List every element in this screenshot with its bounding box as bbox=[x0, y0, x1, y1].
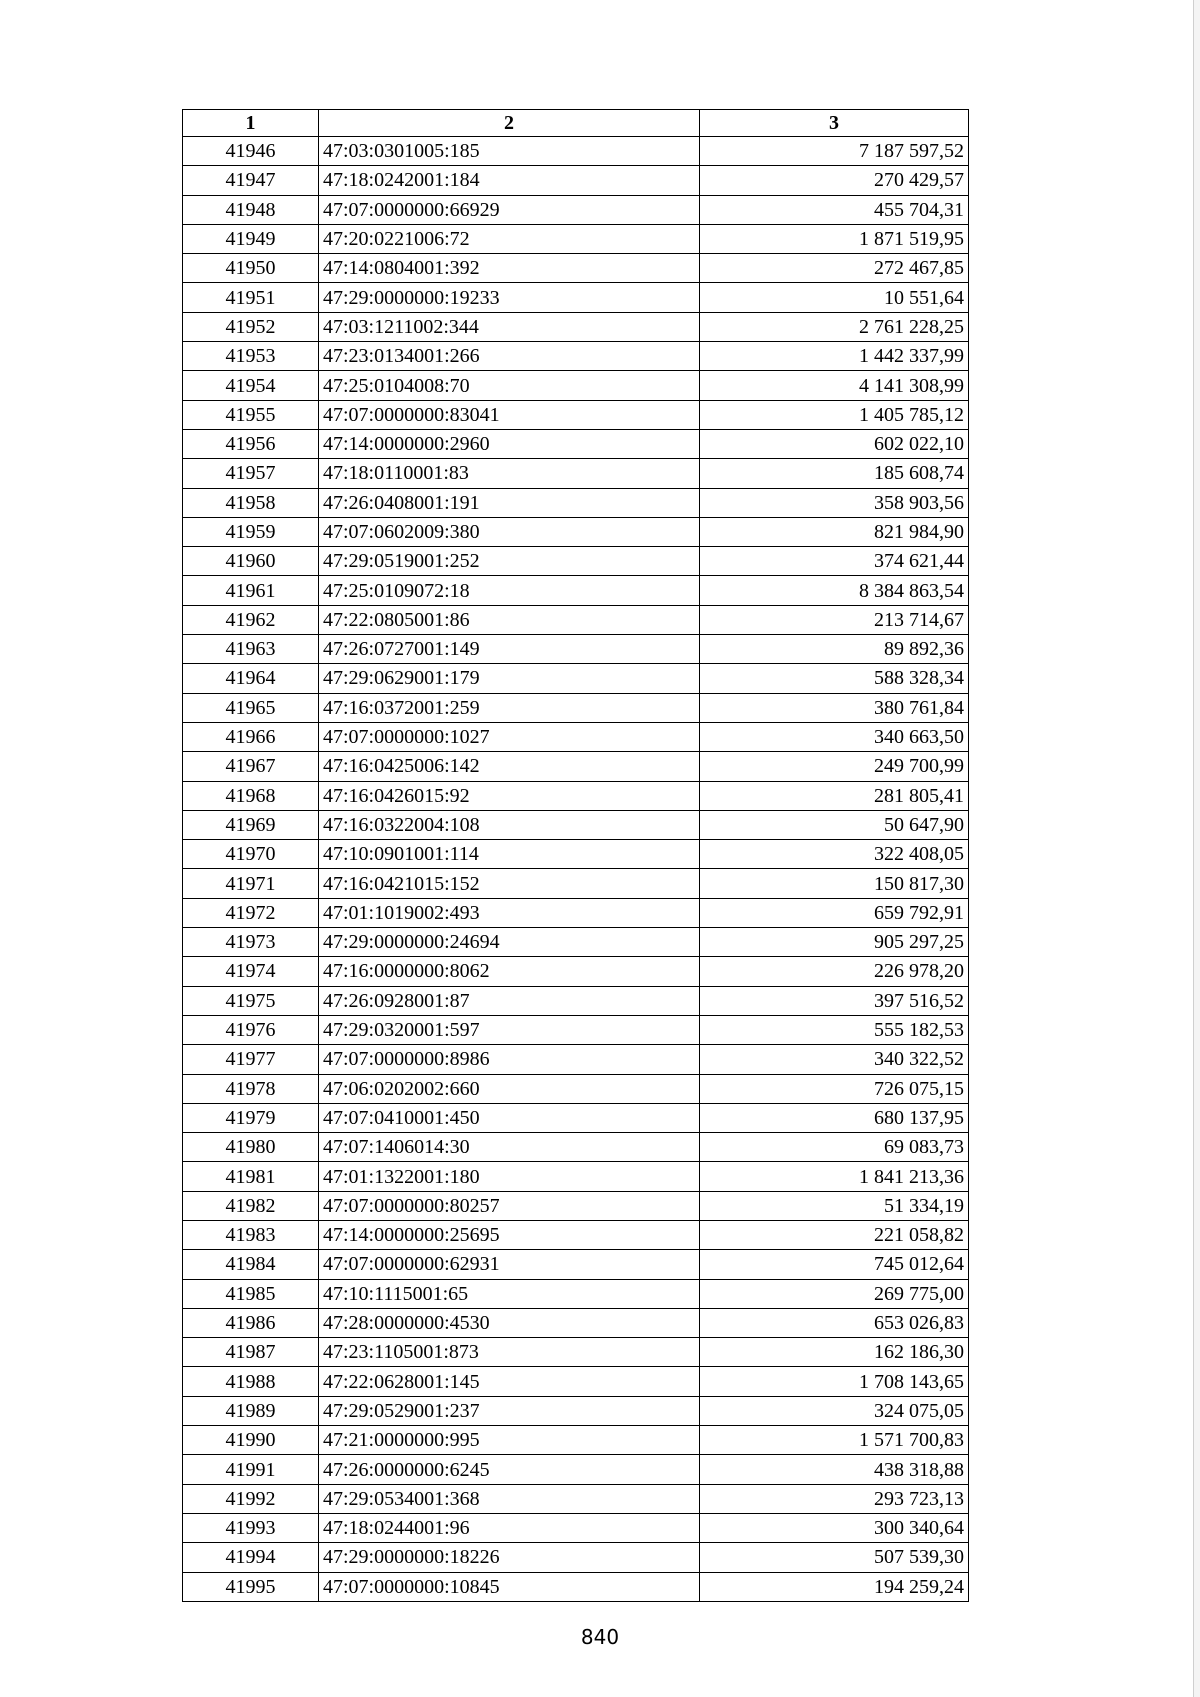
cadastral-number: 47:14:0000000:2960 bbox=[319, 429, 700, 458]
row-number: 41969 bbox=[183, 810, 319, 839]
column-header-1: 1 bbox=[183, 110, 319, 137]
row-number: 41991 bbox=[183, 1455, 319, 1484]
table-row bbox=[183, 781, 969, 810]
cadastral-value: 194 259,24 bbox=[700, 1572, 969, 1601]
row-number: 41958 bbox=[183, 488, 319, 517]
row-number: 41980 bbox=[183, 1133, 319, 1162]
table-row bbox=[183, 1045, 969, 1074]
table-row bbox=[183, 840, 969, 869]
cadastral-value: 555 182,53 bbox=[700, 1015, 969, 1044]
table-row bbox=[183, 283, 969, 312]
cadastral-number: 47:26:0928001:87 bbox=[319, 986, 700, 1015]
row-number: 41954 bbox=[183, 371, 319, 400]
table-header bbox=[183, 110, 969, 137]
cadastral-value: 1 571 700,83 bbox=[700, 1426, 969, 1455]
table-row bbox=[183, 605, 969, 634]
cadastral-value: 272 467,85 bbox=[700, 254, 969, 283]
cadastral-value: 340 663,50 bbox=[700, 722, 969, 751]
table-row bbox=[183, 1103, 969, 1132]
cadastral-value: 4 141 308,99 bbox=[700, 371, 969, 400]
cadastral-value: 905 297,25 bbox=[700, 928, 969, 957]
table-row bbox=[183, 547, 969, 576]
cadastral-value: 269 775,00 bbox=[700, 1279, 969, 1308]
row-number: 41968 bbox=[183, 781, 319, 810]
row-number: 41956 bbox=[183, 429, 319, 458]
row-number: 41988 bbox=[183, 1367, 319, 1396]
cadastral-number: 47:29:0529001:237 bbox=[319, 1396, 700, 1425]
cadastral-number: 47:10:0901001:114 bbox=[319, 840, 700, 869]
table-row bbox=[183, 928, 969, 957]
cadastral-value: 380 761,84 bbox=[700, 693, 969, 722]
table-row bbox=[183, 898, 969, 927]
row-number: 41953 bbox=[183, 342, 319, 371]
table-row bbox=[183, 1074, 969, 1103]
column-header-2: 2 bbox=[319, 110, 700, 137]
row-number: 41985 bbox=[183, 1279, 319, 1308]
cadastral-number: 47:16:0421015:152 bbox=[319, 869, 700, 898]
table-row bbox=[183, 1543, 969, 1572]
cadastral-value: 281 805,41 bbox=[700, 781, 969, 810]
table-row bbox=[183, 254, 969, 283]
cadastral-number: 47:25:0104008:70 bbox=[319, 371, 700, 400]
cadastral-number: 47:16:0426015:92 bbox=[319, 781, 700, 810]
cadastral-value: 249 700,99 bbox=[700, 752, 969, 781]
cadastral-value: 51 334,19 bbox=[700, 1191, 969, 1220]
table-row bbox=[183, 1308, 969, 1337]
row-number: 41964 bbox=[183, 664, 319, 693]
data-table bbox=[182, 109, 969, 1602]
row-number: 41973 bbox=[183, 928, 319, 957]
table-row bbox=[183, 195, 969, 224]
table-row bbox=[183, 1426, 969, 1455]
row-number: 41982 bbox=[183, 1191, 319, 1220]
cadastral-value: 726 075,15 bbox=[700, 1074, 969, 1103]
cadastral-number: 47:16:0000000:8062 bbox=[319, 957, 700, 986]
cadastral-value: 588 328,34 bbox=[700, 664, 969, 693]
row-number: 41981 bbox=[183, 1162, 319, 1191]
cadastral-value: 659 792,91 bbox=[700, 898, 969, 927]
cadastral-number: 47:07:0000000:80257 bbox=[319, 1191, 700, 1220]
cadastral-number: 47:22:0628001:145 bbox=[319, 1367, 700, 1396]
row-number: 41946 bbox=[183, 137, 319, 166]
cadastral-value: 1 708 143,65 bbox=[700, 1367, 969, 1396]
header-row bbox=[183, 110, 969, 137]
cadastral-number: 47:20:0221006:72 bbox=[319, 224, 700, 253]
table-row bbox=[183, 488, 969, 517]
row-number: 41970 bbox=[183, 840, 319, 869]
cadastral-value: 7 187 597,52 bbox=[700, 137, 969, 166]
cadastral-number: 47:07:0410001:450 bbox=[319, 1103, 700, 1132]
cadastral-value: 162 186,30 bbox=[700, 1338, 969, 1367]
row-number: 41962 bbox=[183, 605, 319, 634]
table-row bbox=[183, 869, 969, 898]
cadastral-value: 213 714,67 bbox=[700, 605, 969, 634]
row-number: 41961 bbox=[183, 576, 319, 605]
cadastral-value: 2 761 228,25 bbox=[700, 312, 969, 341]
row-number: 41987 bbox=[183, 1338, 319, 1367]
cadastral-value: 653 026,83 bbox=[700, 1308, 969, 1337]
cadastral-value: 745 012,64 bbox=[700, 1250, 969, 1279]
cadastral-value: 340 322,52 bbox=[700, 1045, 969, 1074]
row-number: 41950 bbox=[183, 254, 319, 283]
table-row bbox=[183, 312, 969, 341]
cadastral-number: 47:07:0000000:66929 bbox=[319, 195, 700, 224]
cadastral-value: 1 841 213,36 bbox=[700, 1162, 969, 1191]
page-edge bbox=[1193, 0, 1200, 1697]
row-number: 41975 bbox=[183, 986, 319, 1015]
table-row bbox=[183, 722, 969, 751]
row-number: 41957 bbox=[183, 459, 319, 488]
cadastral-value: 438 318,88 bbox=[700, 1455, 969, 1484]
table-row bbox=[183, 1396, 969, 1425]
cadastral-number: 47:28:0000000:4530 bbox=[319, 1308, 700, 1337]
cadastral-number: 47:16:0372001:259 bbox=[319, 693, 700, 722]
cadastral-number: 47:26:0000000:6245 bbox=[319, 1455, 700, 1484]
row-number: 41955 bbox=[183, 400, 319, 429]
cadastral-value: 185 608,74 bbox=[700, 459, 969, 488]
row-number: 41972 bbox=[183, 898, 319, 927]
row-number: 41995 bbox=[183, 1572, 319, 1601]
row-number: 41976 bbox=[183, 1015, 319, 1044]
cadastral-number: 47:29:0000000:24694 bbox=[319, 928, 700, 957]
cadastral-number: 47:25:0109072:18 bbox=[319, 576, 700, 605]
cadastral-number: 47:16:0322004:108 bbox=[319, 810, 700, 839]
cadastral-value: 50 647,90 bbox=[700, 810, 969, 839]
page-number: 840 bbox=[580, 1625, 620, 1649]
cadastral-number: 47:07:0000000:10845 bbox=[319, 1572, 700, 1601]
table-row bbox=[183, 224, 969, 253]
cadastral-value: 680 137,95 bbox=[700, 1103, 969, 1132]
cadastral-value: 150 817,30 bbox=[700, 869, 969, 898]
cadastral-number: 47:01:1322001:180 bbox=[319, 1162, 700, 1191]
cadastral-number: 47:07:0000000:1027 bbox=[319, 722, 700, 751]
table-row bbox=[183, 664, 969, 693]
row-number: 41984 bbox=[183, 1250, 319, 1279]
cadastral-value: 374 621,44 bbox=[700, 547, 969, 576]
cadastral-value: 602 022,10 bbox=[700, 429, 969, 458]
cadastral-value: 10 551,64 bbox=[700, 283, 969, 312]
cadastral-number: 47:07:0602009:380 bbox=[319, 517, 700, 546]
cadastral-number: 47:23:0134001:266 bbox=[319, 342, 700, 371]
table-row bbox=[183, 429, 969, 458]
table-row bbox=[183, 400, 969, 429]
cadastral-value: 1 442 337,99 bbox=[700, 342, 969, 371]
row-number: 41963 bbox=[183, 635, 319, 664]
row-number: 41974 bbox=[183, 957, 319, 986]
cadastral-value: 507 539,30 bbox=[700, 1543, 969, 1572]
row-number: 41960 bbox=[183, 547, 319, 576]
row-number: 41983 bbox=[183, 1220, 319, 1249]
cadastral-value: 397 516,52 bbox=[700, 986, 969, 1015]
cadastral-number: 47:29:0320001:597 bbox=[319, 1015, 700, 1044]
table-row bbox=[183, 137, 969, 166]
cadastral-value: 69 083,73 bbox=[700, 1133, 969, 1162]
cadastral-number: 47:18:0244001:96 bbox=[319, 1513, 700, 1542]
table-row bbox=[183, 371, 969, 400]
row-number: 41990 bbox=[183, 1426, 319, 1455]
cadastral-value: 324 075,05 bbox=[700, 1396, 969, 1425]
table-row bbox=[183, 576, 969, 605]
table-row bbox=[183, 1220, 969, 1249]
cadastral-value: 1 405 785,12 bbox=[700, 400, 969, 429]
table-row bbox=[183, 1133, 969, 1162]
table-row bbox=[183, 1162, 969, 1191]
row-number: 41971 bbox=[183, 869, 319, 898]
table-row bbox=[183, 986, 969, 1015]
column-header-3: 3 bbox=[700, 110, 969, 137]
cadastral-number: 47:07:0000000:62931 bbox=[319, 1250, 700, 1279]
table-row bbox=[183, 693, 969, 722]
cadastral-number: 47:29:0000000:19233 bbox=[319, 283, 700, 312]
cadastral-value: 89 892,36 bbox=[700, 635, 969, 664]
table-row bbox=[183, 957, 969, 986]
row-number: 41967 bbox=[183, 752, 319, 781]
table-row bbox=[183, 1279, 969, 1308]
cadastral-value: 270 429,57 bbox=[700, 166, 969, 195]
row-number: 41979 bbox=[183, 1103, 319, 1132]
table-row bbox=[183, 635, 969, 664]
table-row bbox=[183, 1484, 969, 1513]
cadastral-number: 47:07:1406014:30 bbox=[319, 1133, 700, 1162]
row-number: 41992 bbox=[183, 1484, 319, 1513]
table-row bbox=[183, 1572, 969, 1601]
cadastral-value: 293 723,13 bbox=[700, 1484, 969, 1513]
row-number: 41978 bbox=[183, 1074, 319, 1103]
table-row bbox=[183, 517, 969, 546]
cadastral-number: 47:26:0408001:191 bbox=[319, 488, 700, 517]
table-row bbox=[183, 1455, 969, 1484]
table-row bbox=[183, 1367, 969, 1396]
cadastral-value: 821 984,90 bbox=[700, 517, 969, 546]
row-number: 41947 bbox=[183, 166, 319, 195]
cadastral-number: 47:29:0000000:18226 bbox=[319, 1543, 700, 1572]
row-number: 41959 bbox=[183, 517, 319, 546]
cadastral-number: 47:29:0519001:252 bbox=[319, 547, 700, 576]
cadastral-number: 47:29:0629001:179 bbox=[319, 664, 700, 693]
row-number: 41986 bbox=[183, 1308, 319, 1337]
cadastral-value: 455 704,31 bbox=[700, 195, 969, 224]
cadastral-number: 47:18:0110001:83 bbox=[319, 459, 700, 488]
cadastral-number: 47:21:0000000:995 bbox=[319, 1426, 700, 1455]
cadastral-number: 47:14:0000000:25695 bbox=[319, 1220, 700, 1249]
cadastral-value: 322 408,05 bbox=[700, 840, 969, 869]
row-number: 41989 bbox=[183, 1396, 319, 1425]
cadastral-value: 8 384 863,54 bbox=[700, 576, 969, 605]
row-number: 41977 bbox=[183, 1045, 319, 1074]
cadastral-value: 300 340,64 bbox=[700, 1513, 969, 1542]
table-row bbox=[183, 810, 969, 839]
table-row bbox=[183, 166, 969, 195]
cadastral-value: 221 058,82 bbox=[700, 1220, 969, 1249]
cadastral-number: 47:18:0242001:184 bbox=[319, 166, 700, 195]
cadastral-value: 1 871 519,95 bbox=[700, 224, 969, 253]
table-row bbox=[183, 752, 969, 781]
cadastral-number: 47:14:0804001:392 bbox=[319, 254, 700, 283]
cadastral-number: 47:07:0000000:8986 bbox=[319, 1045, 700, 1074]
row-number: 41965 bbox=[183, 693, 319, 722]
table-row bbox=[183, 342, 969, 371]
cadastral-number: 47:29:0534001:368 bbox=[319, 1484, 700, 1513]
table-row bbox=[183, 1015, 969, 1044]
cadastral-number: 47:03:1211002:344 bbox=[319, 312, 700, 341]
row-number: 41951 bbox=[183, 283, 319, 312]
cadastral-number: 47:16:0425006:142 bbox=[319, 752, 700, 781]
cadastral-value: 226 978,20 bbox=[700, 957, 969, 986]
row-number: 41952 bbox=[183, 312, 319, 341]
cadastral-number: 47:01:1019002:493 bbox=[319, 898, 700, 927]
row-number: 41994 bbox=[183, 1543, 319, 1572]
table-row bbox=[183, 1338, 969, 1367]
table-row bbox=[183, 459, 969, 488]
table-body bbox=[183, 137, 969, 1602]
cadastral-number: 47:06:0202002:660 bbox=[319, 1074, 700, 1103]
cadastral-number: 47:23:1105001:873 bbox=[319, 1338, 700, 1367]
table-row bbox=[183, 1250, 969, 1279]
cadastral-number: 47:03:0301005:185 bbox=[319, 137, 700, 166]
cadastral-number: 47:22:0805001:86 bbox=[319, 605, 700, 634]
row-number: 41949 bbox=[183, 224, 319, 253]
cadastral-value: 358 903,56 bbox=[700, 488, 969, 517]
cadastral-number: 47:10:1115001:65 bbox=[319, 1279, 700, 1308]
row-number: 41966 bbox=[183, 722, 319, 751]
cadastral-number: 47:26:0727001:149 bbox=[319, 635, 700, 664]
table-row bbox=[183, 1513, 969, 1542]
row-number: 41948 bbox=[183, 195, 319, 224]
table-row bbox=[183, 1191, 969, 1220]
cadastral-number: 47:07:0000000:83041 bbox=[319, 400, 700, 429]
row-number: 41993 bbox=[183, 1513, 319, 1542]
